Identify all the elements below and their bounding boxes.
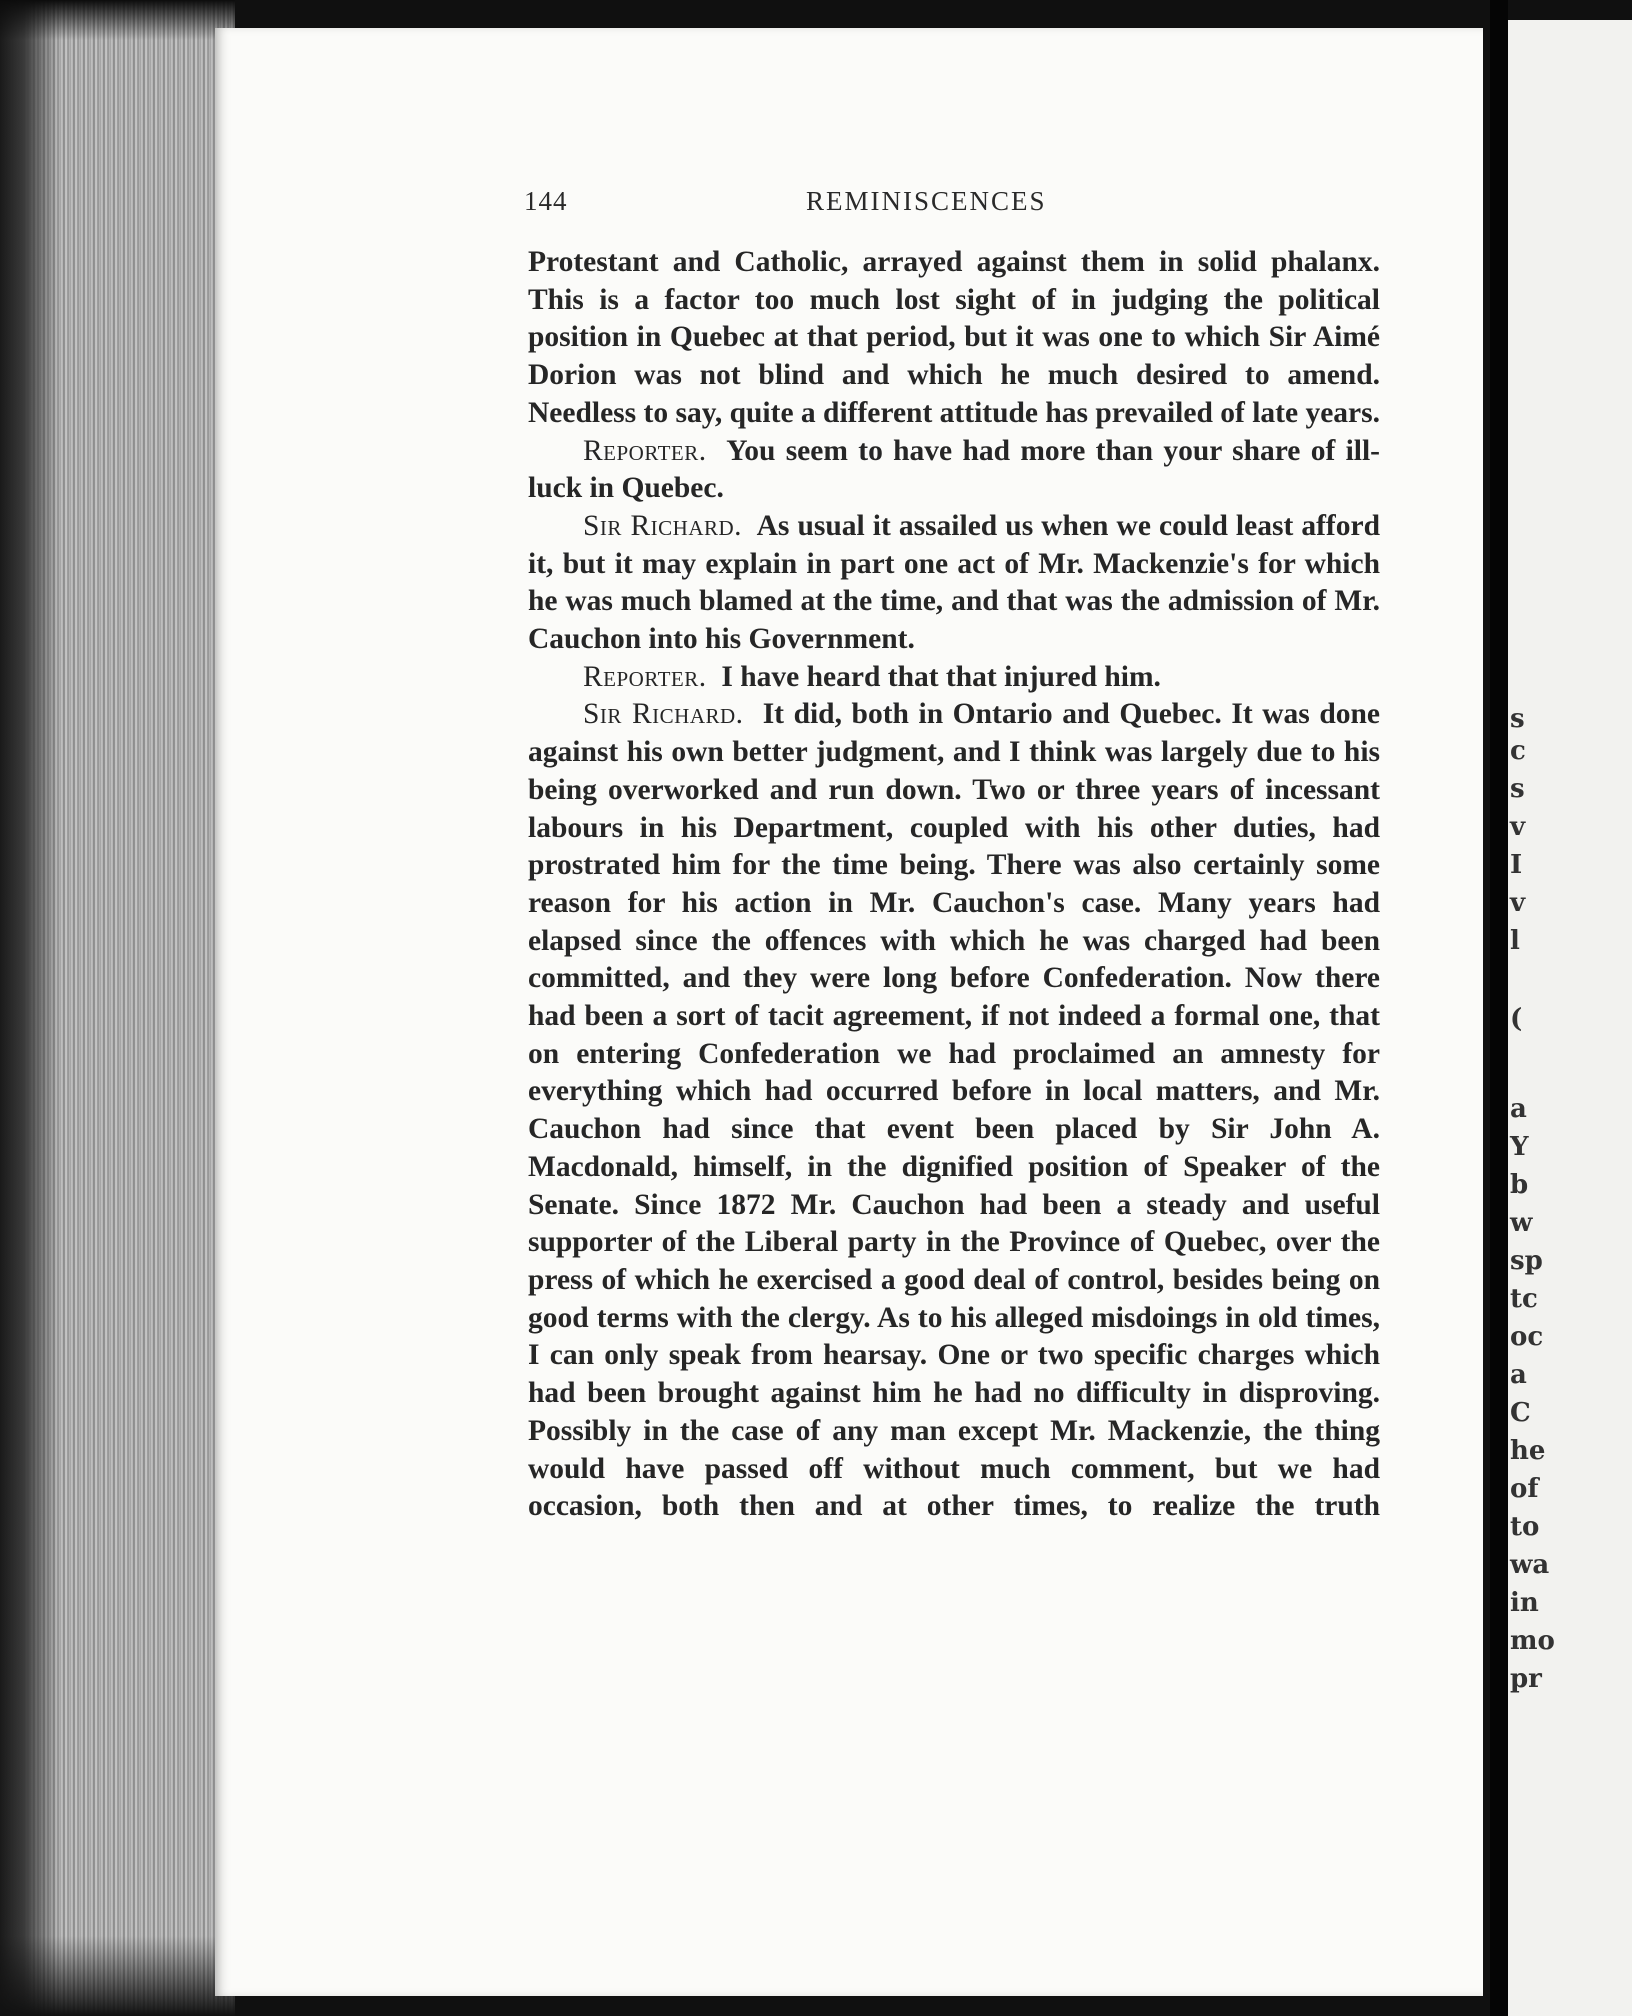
facing-page-fragment: b [1510, 1170, 1529, 1200]
page-number: 144 [524, 186, 568, 216]
facing-page [1508, 20, 1632, 2016]
paragraph [528, 433, 1380, 508]
facing-page-fragment: s [1510, 774, 1525, 804]
page-header [524, 186, 1382, 222]
facing-page-fragment: of [1510, 1474, 1539, 1504]
facing-page-fragment: v [1510, 888, 1526, 918]
facing-page-fragment: sp [1510, 1246, 1543, 1276]
page-edges-shadow [0, 0, 60, 2016]
facing-page-fragment: l [1510, 926, 1520, 956]
page-body [528, 244, 1380, 1526]
facing-page-fragment: wa [1510, 1550, 1550, 1580]
facing-page-fragment: oc [1510, 1322, 1544, 1352]
facing-page-fragment: a [1510, 1360, 1527, 1390]
facing-page-fragment: a [1510, 1094, 1527, 1124]
facing-page-fragment: v [1510, 812, 1526, 842]
speaker-name: Reporter. [583, 660, 707, 693]
paragraph-text: I have heard that that injured him. [721, 660, 1161, 693]
facing-page-fragment: to [1510, 1512, 1540, 1542]
paragraph [528, 659, 1380, 697]
facing-page-fragment: I [1510, 850, 1523, 880]
facing-page-fragment: tc [1510, 1284, 1538, 1314]
facing-page-fragment: c [1510, 736, 1526, 766]
paragraph-text: As usual it assailed us when we could least afford it, but it may explain in part one act of Mr. Mackenzie's for which he was much blamed at the time, and that was the admission of Mr. Cauchon into his Government. [528, 509, 1381, 656]
paragraph [528, 696, 1380, 1525]
facing-page-fragment: mo [1510, 1626, 1555, 1656]
facing-page-fragment: C [1510, 1398, 1531, 1428]
paragraph-text: You seem to have had more than your share of ill-luck in Quebec. [528, 434, 1381, 505]
book-gutter [1490, 0, 1508, 2016]
page-edges-bottom-shadow [0, 1936, 235, 2016]
facing-page-fragment: in [1510, 1588, 1539, 1618]
speaker-name: Reporter. [583, 434, 707, 467]
facing-page-fragment: pr [1510, 1664, 1542, 1694]
facing-page-fragment: ( [1510, 1004, 1523, 1034]
speaker-name: Sir Richard. [583, 509, 743, 542]
page-edges-top-shadow [0, 0, 235, 40]
facing-page-fragment: w [1510, 1208, 1533, 1238]
paragraph [528, 244, 1380, 433]
speaker-name: Sir Richard. [583, 698, 744, 731]
paragraph-text: Protestant and Catholic, arrayed against them in solid phalanx. This is a factor too much lost sight of in judging the political position in Quebec at that period, but it was one to which Sir Aimé Dorion was not blind and which he much desired to amend. Needless to say, quite a different attitude has prevailed of late years. [528, 246, 1380, 429]
facing-page-fragment: Y [1510, 1132, 1529, 1162]
running-head: REMINISCENCES [806, 186, 1047, 216]
facing-page-fragment: he [1510, 1436, 1546, 1466]
paragraph [528, 508, 1380, 659]
facing-page-fragment: s [1510, 704, 1525, 734]
paragraph-text: It did, both in Ontario and Quebec. It was done against his own better judgment, and I think was largely due to his being overworked and run down. Two or three years of incessant labours in his Department, coupled with his other duties, had prostrated him for the time being. There was also certainly some reason for his action in Mr. Cauchon's case. Many years had elapsed since the offences with which he was charged had been committed, and they were long before Confederation. Now there had been a sort of tacit agreement, if not indeed a formal one, that on entering Confederation we had proclaimed an amnesty for everything which had occurred before in local matters, and Mr. Cauchon had since that event been placed by Sir John A. Macdonald, himself, in the dignified position of Speaker of the Senate. Since 1872 Mr. Cauchon had been a steady and useful supporter of the Liberal party in the Province of Quebec, over the press of which he exercised a good deal of control, besides being on good terms with the clergy. As to his alleged misdoings in old times, I can only speak from hearsay. One or two specific charges which had been brought against him he had no difficulty in disproving. Possibly in the case of any man except Mr. Mackenzie, the thing would have passed off without much comment, but we had occasion, both then and at other times, to realize the truth [528, 698, 1380, 1523]
